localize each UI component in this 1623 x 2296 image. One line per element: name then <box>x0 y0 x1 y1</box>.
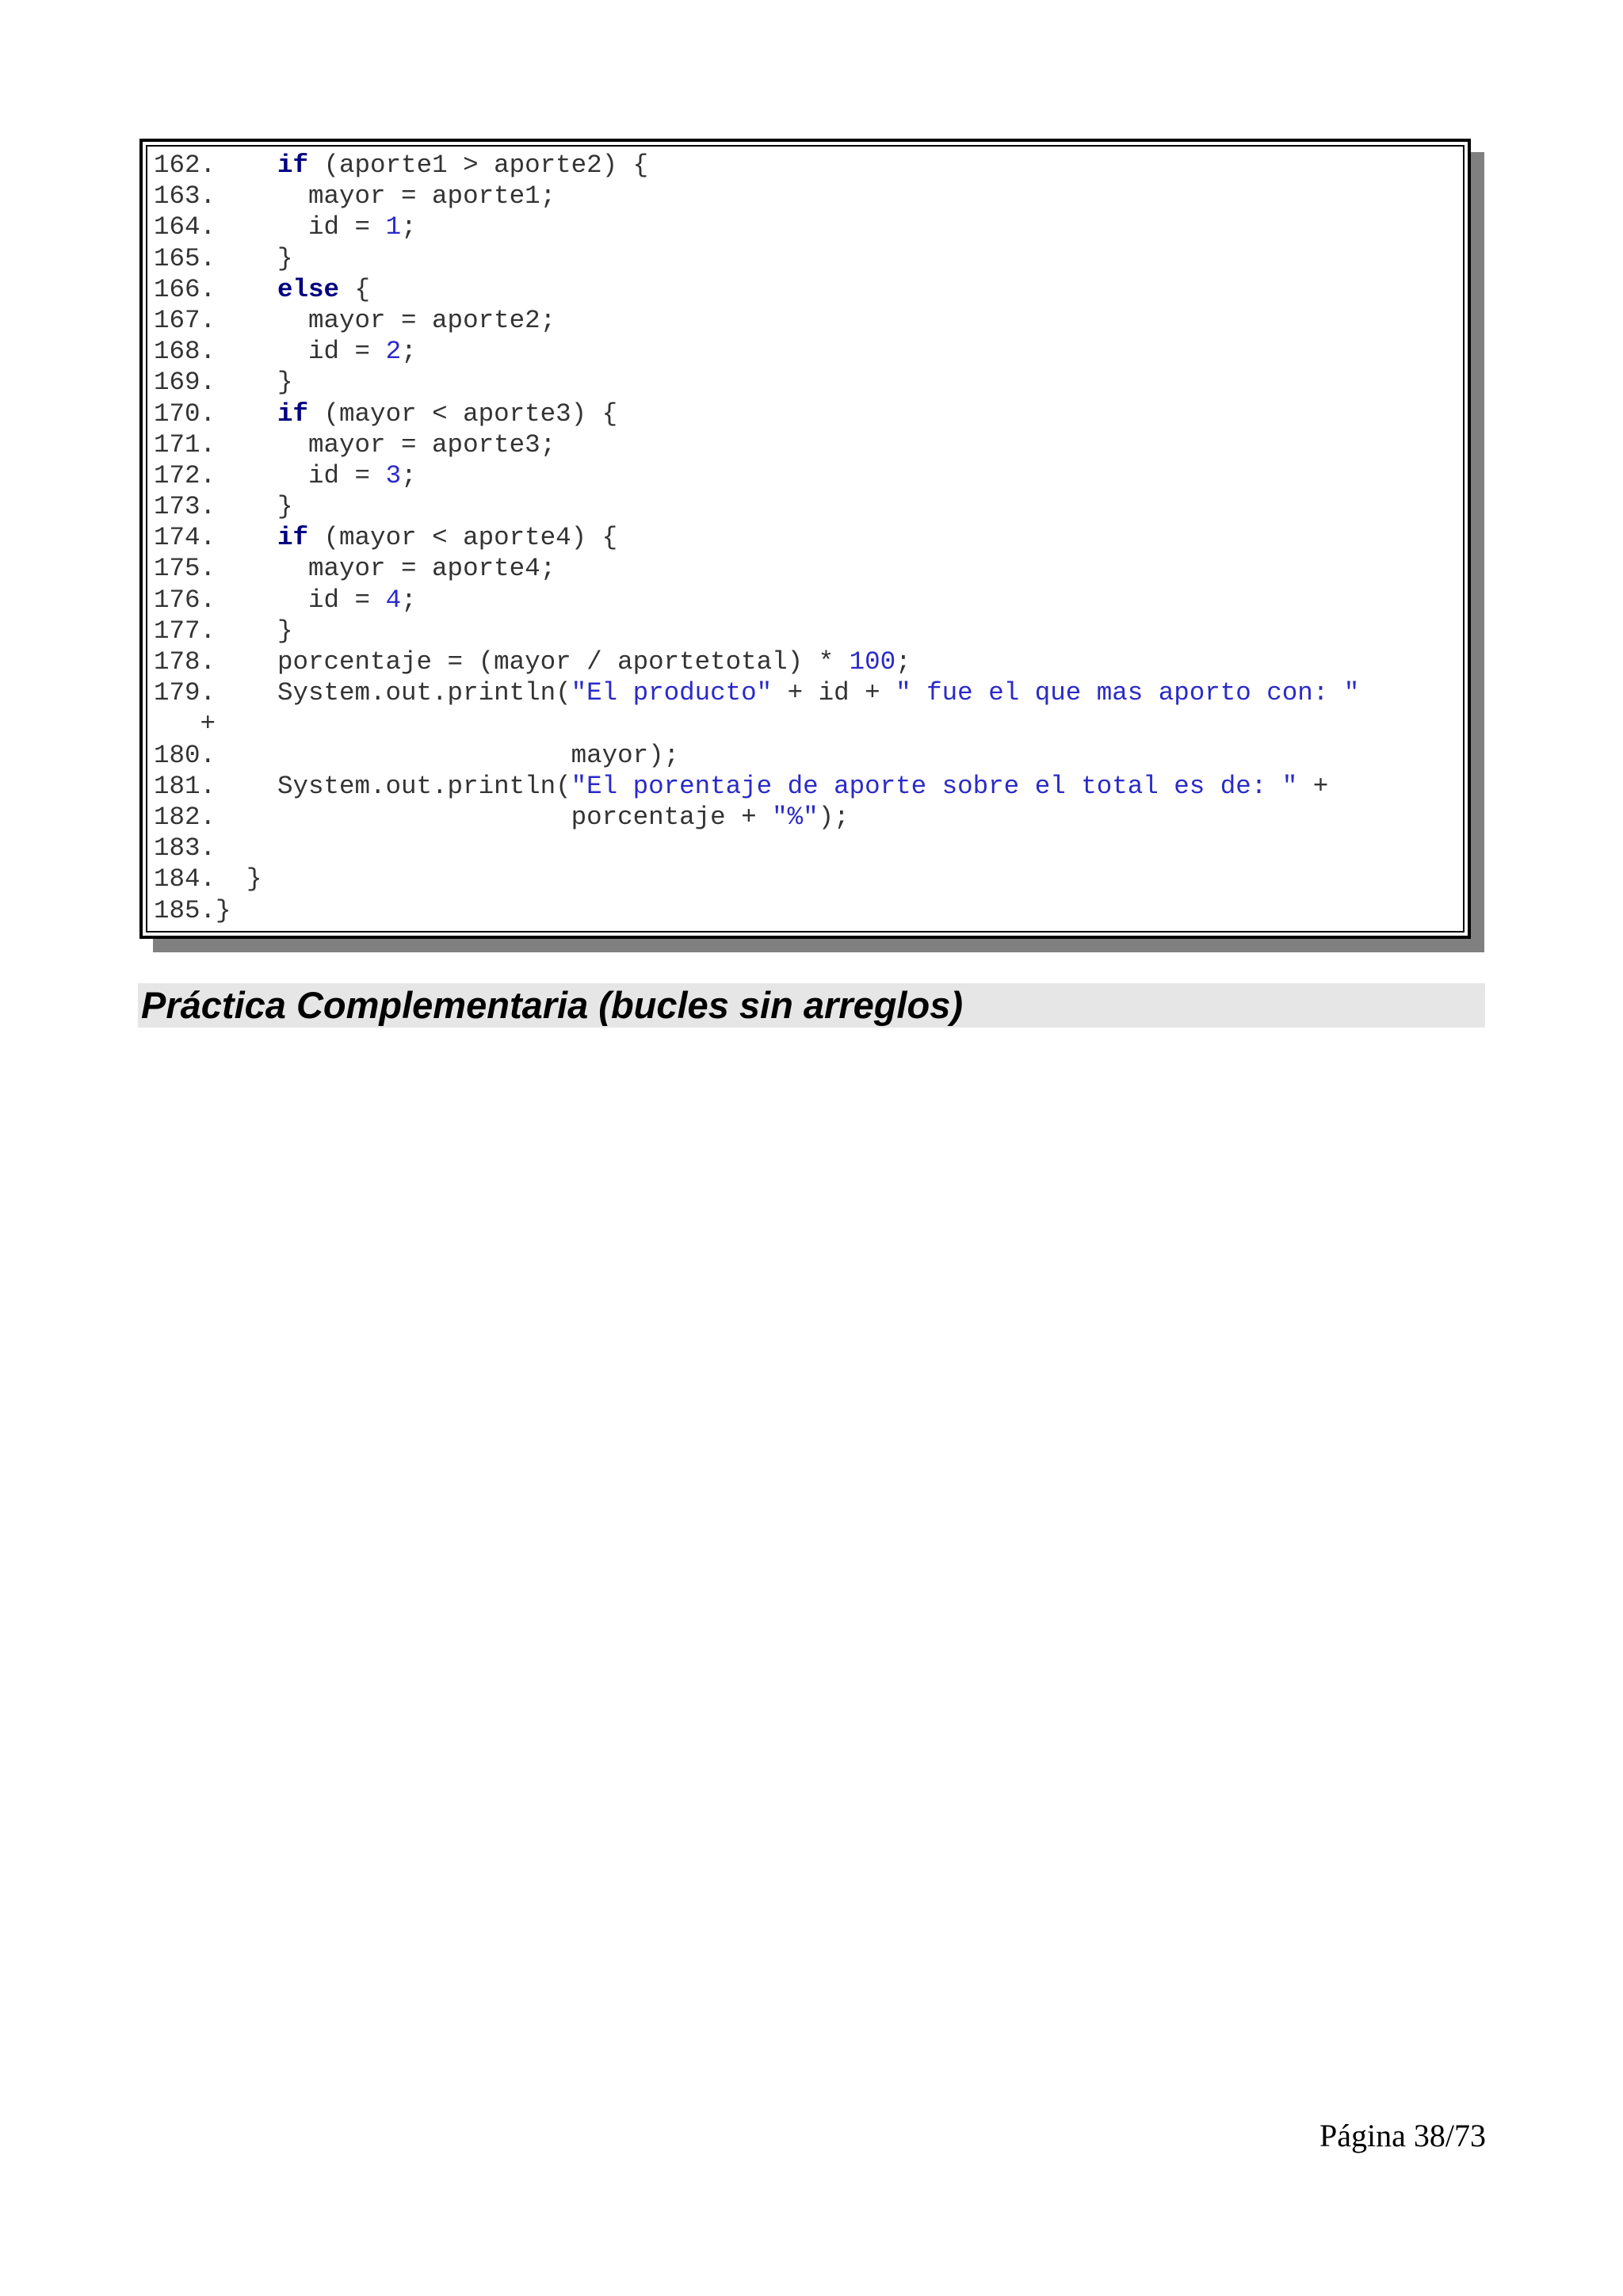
code-number: 1 <box>385 212 402 242</box>
code-text: 184. } <box>154 864 262 894</box>
code-keyword: if <box>277 151 309 180</box>
code-text: 168. id = <box>154 337 386 367</box>
code-line <box>154 864 1468 894</box>
code-string: " fue el que mas aporto con: " <box>896 678 1360 708</box>
code-line <box>154 212 1468 242</box>
code-text: 175. mayor = aporte4; <box>154 554 556 584</box>
code-line <box>154 646 1468 677</box>
code-line <box>154 616 1468 646</box>
code-text: 185.} <box>154 895 231 925</box>
code-line <box>154 429 1468 460</box>
code-text: 167. mayor = aporte2; <box>154 305 556 335</box>
code-line <box>154 833 1468 864</box>
code-line <box>154 305 1468 336</box>
code-line <box>154 336 1468 367</box>
code-number: 2 <box>385 337 402 367</box>
code-line <box>154 553 1468 584</box>
code-line <box>154 585 1468 616</box>
code-line <box>154 243 1468 274</box>
code-text: 182. porcentaje + <box>154 802 773 832</box>
code-string: "El producto" <box>571 678 773 708</box>
code-line <box>154 150 1468 181</box>
code-text: ; <box>401 212 417 242</box>
code-text: 166. <box>154 274 278 304</box>
code-text: (mayor < aporte3) { <box>308 399 618 429</box>
code-listing-box <box>139 139 1471 939</box>
code-text: ; <box>896 647 911 677</box>
code-text: + id + <box>772 678 896 708</box>
code-text: ; <box>401 585 417 615</box>
code-text: 176. id = <box>154 585 386 615</box>
code-listing <box>154 150 1468 926</box>
code-text: 170. <box>154 399 278 429</box>
code-text: 164. id = <box>154 212 386 242</box>
code-string: "%" <box>772 802 819 832</box>
code-text: 180. mayor); <box>154 740 680 770</box>
code-line <box>154 802 1468 833</box>
code-keyword: if <box>277 523 309 553</box>
code-line <box>154 677 1468 708</box>
code-line <box>154 491 1468 522</box>
code-line <box>154 181 1468 212</box>
code-text: ; <box>401 460 417 490</box>
code-line <box>154 740 1468 771</box>
code-line <box>154 771 1468 802</box>
code-text: 172. id = <box>154 460 386 490</box>
code-text: 173. } <box>154 492 293 522</box>
code-line <box>154 708 1468 739</box>
code-text: 181. System.out.println( <box>154 771 571 801</box>
code-text: ); <box>818 802 850 832</box>
code-text: 171. mayor = aporte3; <box>154 429 556 460</box>
section-heading: Práctica Complementaria (bucles sin arreglos) <box>141 984 963 1026</box>
code-text: 165. } <box>154 243 293 273</box>
code-line <box>154 274 1468 305</box>
code-text: 174. <box>154 523 278 553</box>
code-text: 178. porcentaje = (mayor / aportetotal) * <box>154 647 850 677</box>
code-text: 162. <box>154 151 278 180</box>
code-text: ; <box>401 337 417 367</box>
code-line <box>154 460 1468 491</box>
code-line <box>154 895 1468 926</box>
code-text: 179. System.out.println( <box>154 678 571 708</box>
code-string: "El porentaje de aporte sobre el total es de: " <box>571 771 1298 801</box>
section-heading-band <box>138 983 1485 1028</box>
code-text: { <box>339 274 371 304</box>
code-line <box>154 367 1468 398</box>
code-text: 177. } <box>154 616 293 646</box>
code-text: 183. <box>154 833 216 864</box>
code-number: 4 <box>385 585 402 615</box>
code-text: 169. } <box>154 368 293 398</box>
code-number: 3 <box>385 460 402 490</box>
code-number: 100 <box>849 647 896 677</box>
code-text: + <box>1297 771 1329 801</box>
code-keyword: else <box>277 274 340 304</box>
code-text: (mayor < aporte4) { <box>308 523 618 553</box>
code-text: (aporte1 > aporte2) { <box>308 151 649 180</box>
code-line <box>154 399 1468 429</box>
code-keyword: if <box>277 399 309 429</box>
code-text: 163. mayor = aporte1; <box>154 181 556 212</box>
code-text: + <box>154 709 216 739</box>
page-number: Página 38/73 <box>1319 2118 1486 2153</box>
code-line <box>154 522 1468 553</box>
